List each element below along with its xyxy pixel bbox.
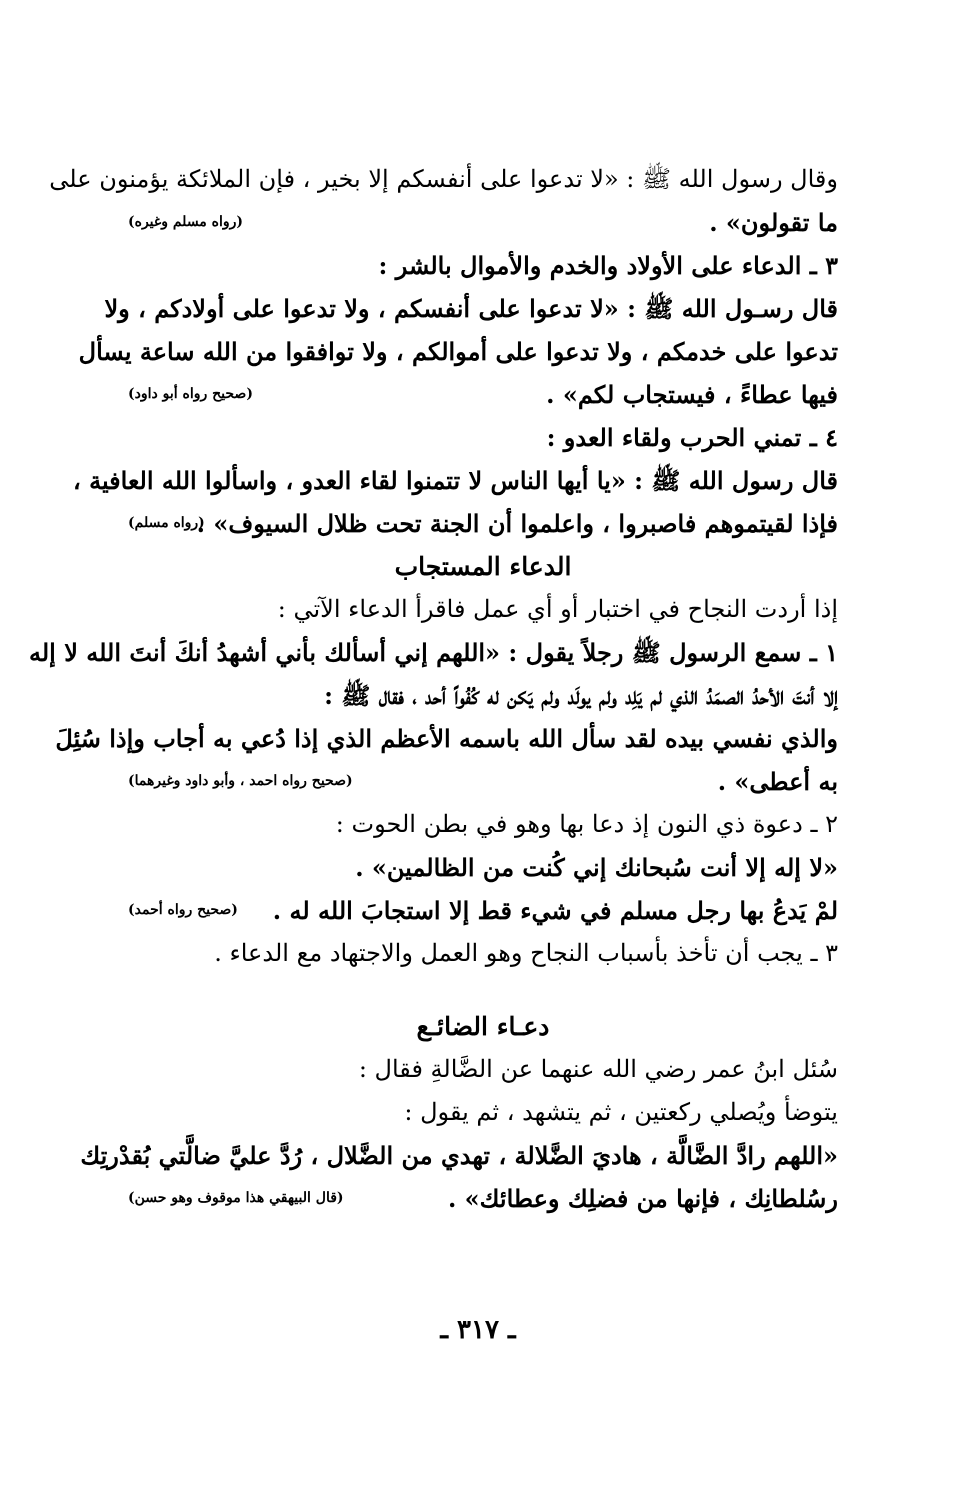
text-line <box>128 846 838 889</box>
citation: (قال البيهقي هذا موقوف وهو حسن) <box>128 1190 344 1206</box>
line-text: تدعوا على خدمكم ، ولا تدعوا على أموالكم ، ولا توافقوا من الله ساعة يسأل <box>78 337 838 366</box>
citation: (صحيح رواه احمد ، وأبو داود وغيرهما) <box>128 773 353 789</box>
text-line <box>128 1177 838 1220</box>
line-text: «اللهم رادَّ الضَّالَّة ، هاديَ الضَّلالة ، تهدي من الضَّلال ، رُدَّ عليَّ ضالَّتي بُقدْرتِك <box>80 1141 838 1170</box>
text-line <box>128 588 838 631</box>
text-line <box>128 201 838 244</box>
text-line <box>28 631 838 674</box>
line-text: فإذا لقيتموهم فاصبروا ، واعلموا أن الجنة تحت ظلال السيوف» . <box>196 509 838 538</box>
text-line <box>55 717 838 760</box>
text-line <box>128 803 838 846</box>
text-line <box>128 373 838 416</box>
page-number: ـ ٣١٧ ـ <box>440 1315 516 1345</box>
line-text: رسُلطانِك ، فإنها من فضلِك وعطائك» . <box>447 1184 838 1213</box>
line-text: يتوضأ ويُصلي ركعتين ، ثم يتشهد ، ثم يقول : <box>404 1098 838 1126</box>
section-heading <box>128 545 838 588</box>
line-text: ١ ـ سمع الرسول ﷺ رجلاً يقول : «اللهم إني أسألك بأني أشهدُ أنكَ أنتَ الله لا إله <box>28 638 838 667</box>
text-line <box>128 932 838 975</box>
spacer <box>128 975 838 1005</box>
line-text: إلا أنتَ الأحدُ الصمَدُ الذي لم يَلِد ولم يولَد ولم يَكن له كُفُواً أحد ، فقال ﷺ : <box>324 681 838 710</box>
text-line <box>128 889 838 932</box>
text-line <box>128 760 838 803</box>
section-item-heading <box>128 244 838 287</box>
line-text: «لا إله إلا أنت سُبحانك إني كُنت من الظالمين» . <box>355 853 838 882</box>
citation: (صحيح رواه أحمد) <box>128 902 238 918</box>
line-text: فيها عطاءً ، فيستجاب لكم» . <box>546 380 838 409</box>
line-text: والذي نفسي بيده لقد سأل الله باسمه الأعظم الذي إذا دُعي به أجاب وإذا سُئِلَ <box>55 724 838 753</box>
text-line <box>72 459 838 502</box>
line-text: لمْ يَدعُ بها رجل مسلم في شيء قط إلا استجابَ الله له . <box>272 896 838 925</box>
line-text: قال رسـول الله ﷺ : «لا تدعوا على أنفسكم ، ولا تدعوا على أولادكم ، ولا <box>104 294 838 323</box>
line-text: سُئل ابنُ عمر رضي الله عنهما عن الضَّالةِ فقال : <box>358 1055 838 1083</box>
text-line <box>78 330 838 373</box>
text-line <box>104 287 838 330</box>
line-text: قال رسول الله ﷺ : «يا أيها الناس لا تتمنوا لقاء العدو ، واسألوا الله العافية ، <box>72 466 838 495</box>
line-text: به أعطى» . <box>717 767 838 796</box>
page-body <box>28 158 838 1220</box>
line-text: ٣ ـ الدعاء على الأولاد والخدم والأموال بالشر : <box>378 251 838 280</box>
heading-text: الدعاء المستجاب <box>394 552 572 581</box>
citation: (صحيح رواه أبو داود) <box>128 386 253 402</box>
text-line <box>128 1048 838 1091</box>
line-text: ما تقولون» . <box>709 208 838 237</box>
line-text: وقال رسول الله ﷺ : «لا تدعوا على أنفسكم إلا بخير ، فإن الملائكة يؤمنون على <box>49 165 838 193</box>
section-item-heading <box>128 416 838 459</box>
text-line <box>128 1091 838 1134</box>
text-line <box>80 1134 838 1177</box>
text-line <box>128 674 838 717</box>
citation: (رواه مسلم) <box>128 515 205 531</box>
text-line <box>49 158 838 201</box>
citation: (رواه مسلم وغيره) <box>128 214 244 230</box>
text-line <box>128 502 838 545</box>
section-heading <box>128 1005 838 1048</box>
heading-text: دعـاء الضائـع <box>416 1012 550 1041</box>
line-text: إذا أردت النجاح في اختبار أو أي عمل فاقرأ الدعاء الآتي : <box>277 595 838 623</box>
line-text: ٤ ـ تمني الحرب ولقاء العدو : <box>546 423 838 452</box>
line-text: ٢ ـ دعوة ذي النون إذ دعا بها وهو في بطن الحوت : <box>335 810 838 838</box>
line-text: ٣ ـ يجب أن تأخذ بأسباب النجاح وهو العمل والاجتهاد مع الدعاء . <box>214 939 838 967</box>
